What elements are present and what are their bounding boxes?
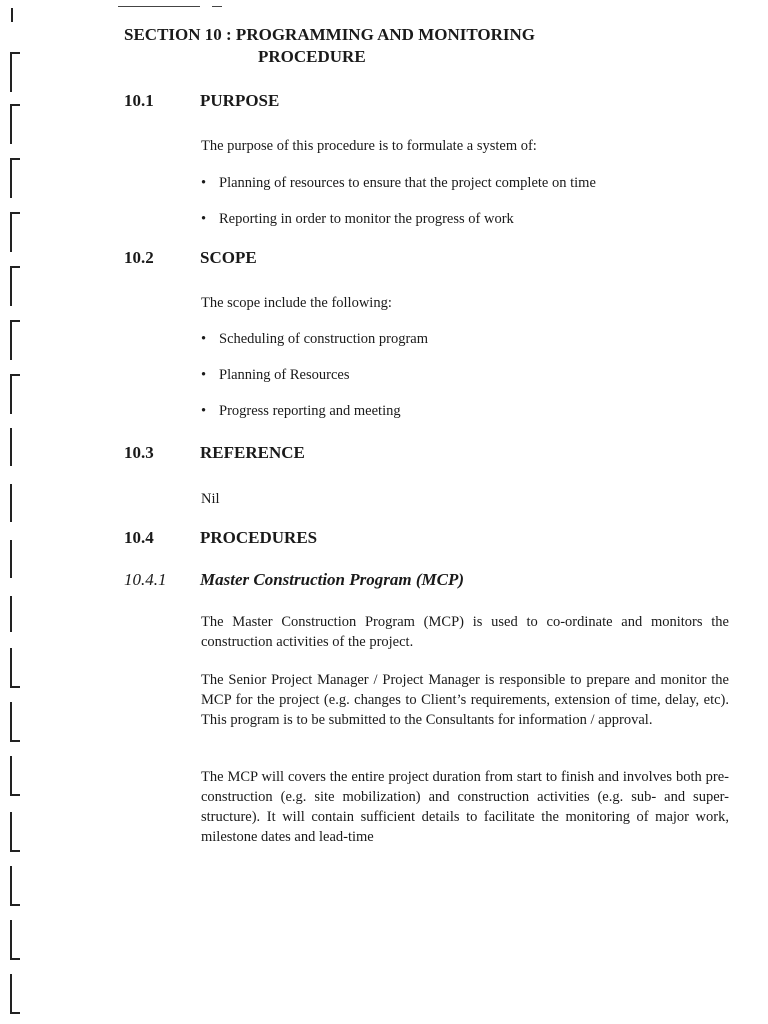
- bullet-text: Progress reporting and meeting: [219, 403, 401, 419]
- bullet-text: Planning of resources to ensure that the project complete on time: [219, 175, 596, 191]
- binder-mark: [10, 484, 20, 522]
- scope-intro: The scope include the following:: [201, 295, 392, 311]
- heading-label: PROCEDURES: [200, 528, 318, 547]
- heading-number: 10.2: [124, 248, 154, 267]
- binder-mark: [10, 920, 20, 960]
- reference-text: Nil: [201, 491, 220, 507]
- mcp-paragraph: The Master Construction Program (MCP) is used to co-ordinate and monitors the construction activities of the project.: [201, 614, 729, 650]
- heading-number: 10.4: [124, 528, 154, 547]
- section-title: [124, 24, 535, 68]
- bullet-icon: •: [201, 331, 207, 347]
- header-rule: [118, 6, 200, 7]
- section-title-line2: PROCEDURE: [258, 47, 366, 66]
- heading-number: 10.1: [124, 91, 154, 110]
- binder-mark: [10, 158, 20, 198]
- binder-mark: [10, 104, 20, 144]
- binder-mark: [10, 866, 20, 906]
- binder-mark: [10, 374, 20, 414]
- bullet-text: Planning of Resources: [219, 367, 350, 383]
- bullet-icon: •: [201, 175, 207, 191]
- heading-label: SCOPE: [200, 248, 257, 267]
- binder-mark: [10, 428, 20, 466]
- binder-mark: [10, 812, 20, 852]
- binder-mark: [10, 540, 20, 578]
- binder-mark: [10, 212, 20, 252]
- binder-mark: [10, 974, 20, 1014]
- bullet-icon: •: [201, 367, 207, 383]
- bullet-icon: •: [201, 211, 207, 227]
- bullet-icon: •: [201, 403, 207, 419]
- purpose-intro: The purpose of this procedure is to formulate a system of:: [201, 138, 537, 154]
- binder-mark: [10, 702, 20, 742]
- section-title-line1: SECTION 10 : PROGRAMMING AND MONITORING: [124, 25, 536, 44]
- binder-mark: [10, 756, 20, 796]
- binder-mark: [10, 596, 20, 632]
- bullet-text: Reporting in order to monitor the progress of work: [219, 211, 514, 227]
- heading-label: PURPOSE: [200, 91, 280, 110]
- mcp-paragraph: The Senior Project Manager / Project Manager is responsible to prepare and monitor the MCP for the project (e.g. changes to Client’s requirements, extension of time, delay, etc). This program is to be submitted to the Consultants for information / approval.: [201, 672, 729, 728]
- binder-mark: [10, 266, 20, 306]
- heading-label: Master Construction Program (MCP): [200, 570, 465, 589]
- heading-number: 10.3: [124, 443, 154, 462]
- heading-number: 10.4.1: [124, 570, 167, 589]
- binder-mark: [10, 320, 20, 360]
- mcp-paragraph: The MCP will covers the entire project duration from start to finish and involves both pre-construction (e.g. site mobilization) and construction activities (e.g. sub- and super-structure). It will contain sufficient details to facilitate the monitoring of major work, milestone dates and lead-time: [201, 769, 729, 845]
- bullet-text: Scheduling of construction program: [219, 331, 428, 347]
- binder-mark: [10, 52, 20, 92]
- heading-label: REFERENCE: [200, 443, 305, 462]
- binder-mark: [10, 648, 20, 688]
- binder-tick: [11, 8, 13, 22]
- header-rule: [212, 6, 222, 7]
